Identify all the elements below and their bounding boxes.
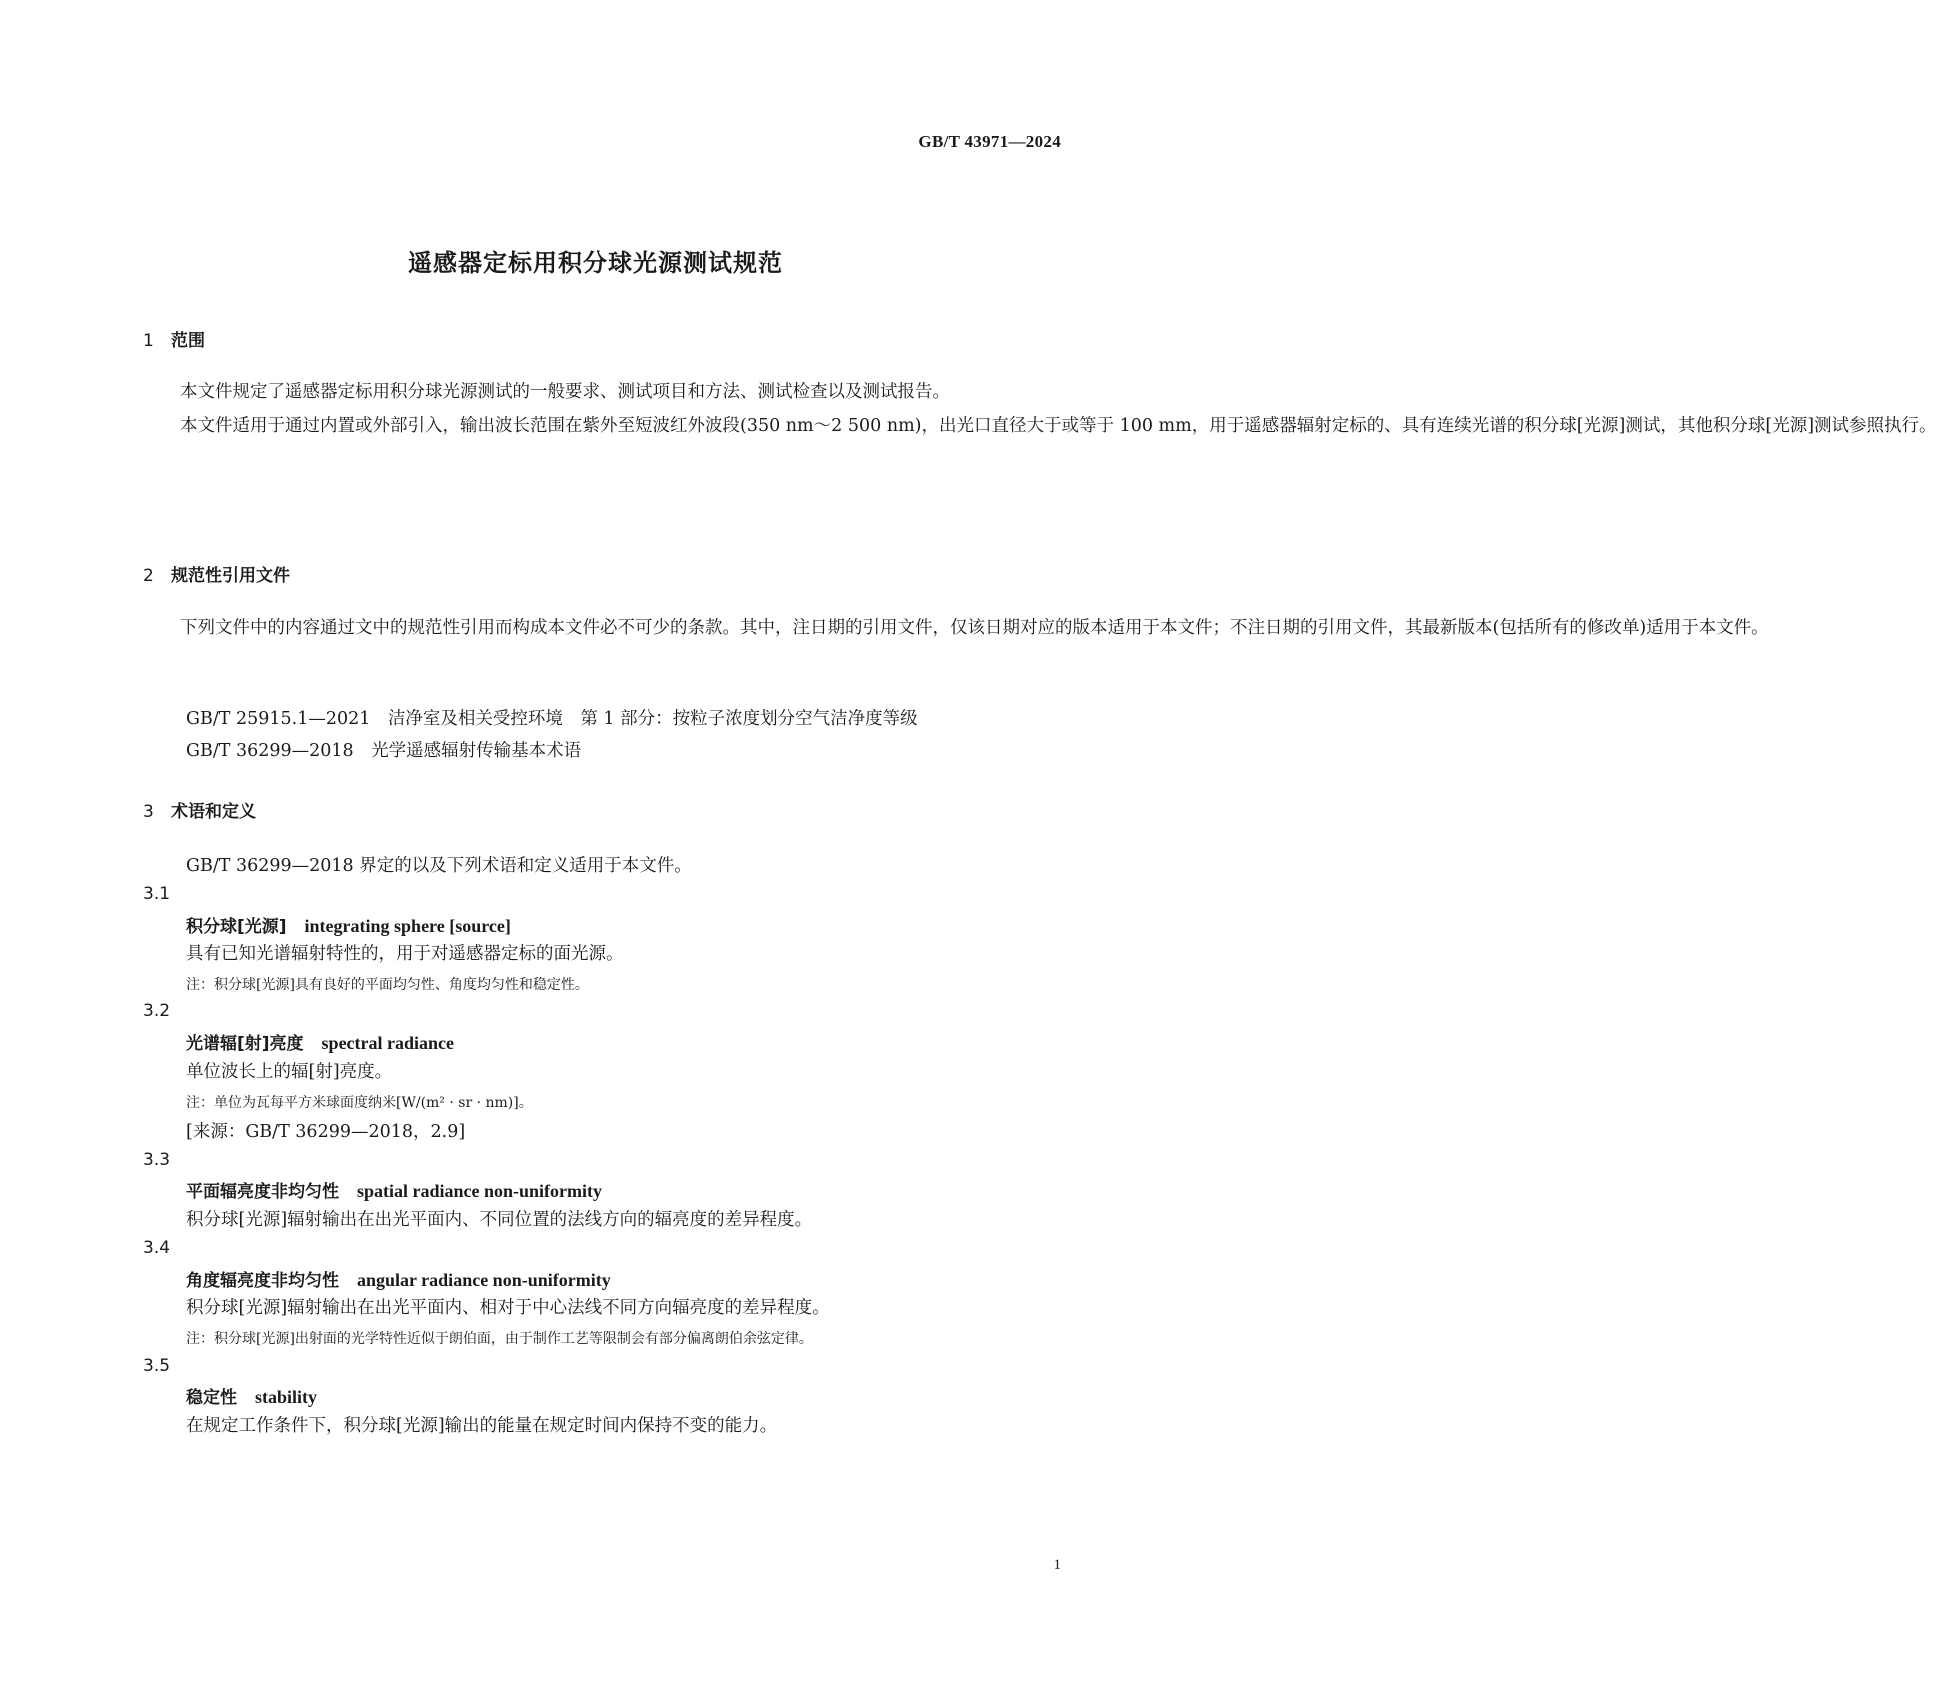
term-title xyxy=(186,1177,602,1202)
term-cn: 积分球[光源] xyxy=(186,917,287,937)
term-en: spatial radiance non-uniformity xyxy=(357,1181,603,1201)
section-2-heading xyxy=(143,561,290,586)
section-3-heading xyxy=(143,797,256,822)
term-number: 3.2 xyxy=(143,1001,171,1021)
term-cn: 稳定性 xyxy=(186,1388,237,1408)
reference-1: GB/T 25915.1—2021 洁净室及相关受控环境 第 1 部分：按粒子浓度划分空气洁净度等级 xyxy=(186,709,918,729)
term-cn: 角度辐亮度非均匀性 xyxy=(186,1271,339,1291)
term-definition: 在规定工作条件下，积分球[光源]输出的能量在规定时间内保持不变的能力。 xyxy=(186,1416,778,1436)
paragraph: 本文件适用于通过内置或外部引入，输出波长范围在紫外至短波红外波段(350 nm～2 500 nm)，出光口直径大于或等于 100 mm，用于遥感器辐射定标的、具有连续光谱的积分球[光源]测试，其他积分球[光源]测试参照执行。 xyxy=(180,416,1937,436)
document-title: 遥感器定标用积分球光源测试规范 xyxy=(408,249,783,277)
term-note: 注：积分球[光源]出射面的光学特性近似于朗伯面，由于制作工艺等限制会有部分偏离朗伯余弦定律。 xyxy=(186,1331,813,1347)
term-cn: 光谱辐[射]亮度 xyxy=(186,1034,304,1054)
term-source: [来源：GB/T 36299—2018，2.9] xyxy=(186,1122,466,1142)
term-number: 3.5 xyxy=(143,1356,171,1376)
term-title xyxy=(186,1029,454,1054)
term-note: 注：积分球[光源]具有良好的平面均匀性、角度均匀性和稳定性。 xyxy=(186,977,589,993)
reference-2: GB/T 36299—2018 光学遥感辐射传输基本术语 xyxy=(186,741,582,761)
term-number: 3.4 xyxy=(143,1238,171,1258)
term-en: integrating sphere [source] xyxy=(304,916,511,936)
term-title xyxy=(186,1383,317,1408)
term-number: 3.3 xyxy=(143,1150,171,1170)
section-number: 1 xyxy=(143,331,154,351)
term-definition: 具有已知光谱辐射特性的，用于对遥感器定标的面光源。 xyxy=(186,944,624,964)
paragraph: 下列文件中的内容通过文中的规范性引用而构成本文件必不可少的条款。其中，注日期的引用文件，仅该日期对应的版本适用于本文件；不注日期的引用文件，其最新版本(包括所有的修改单)适用于本文件。 xyxy=(180,618,1769,638)
section-title: 规范性引用文件 xyxy=(171,566,290,586)
term-en: spectral radiance xyxy=(321,1033,455,1053)
term-definition: 单位波长上的辐[射]亮度。 xyxy=(186,1062,393,1082)
section-number: 3 xyxy=(143,802,154,822)
section-1-body xyxy=(143,375,1937,443)
term-en: angular radiance non-uniformity xyxy=(357,1270,611,1290)
section-3-intro: GB/T 36299—2018 界定的以及下列术语和定义适用于本文件。 xyxy=(186,856,692,876)
term-cn: 平面辐亮度非均匀性 xyxy=(186,1182,339,1202)
section-1-heading xyxy=(143,326,205,351)
section-number: 2 xyxy=(143,566,154,586)
term-note: 注：单位为瓦每平方米球面度纳米[W/(m² · sr · nm)]。 xyxy=(186,1095,533,1111)
section-title: 范围 xyxy=(171,331,205,351)
term-definition: 积分球[光源]辐射输出在出光平面内、相对于中心法线不同方向辐亮度的差异程度。 xyxy=(186,1298,830,1318)
term-title xyxy=(186,912,511,937)
term-title xyxy=(186,1266,611,1291)
section-title: 术语和定义 xyxy=(171,802,256,822)
page-number: 1 xyxy=(1053,1557,1061,1573)
section-2-body xyxy=(143,611,1769,645)
standard-number: GB/T 43971—2024 xyxy=(918,132,1061,151)
term-number: 3.1 xyxy=(143,884,171,904)
term-en: stability xyxy=(255,1387,318,1407)
paragraph: 本文件规定了遥感器定标用积分球光源测试的一般要求、测试项目和方法、测试检查以及测试报告。 xyxy=(180,382,950,402)
term-definition: 积分球[光源]辐射输出在出光平面内、不同位置的法线方向的辐亮度的差异程度。 xyxy=(186,1210,813,1230)
